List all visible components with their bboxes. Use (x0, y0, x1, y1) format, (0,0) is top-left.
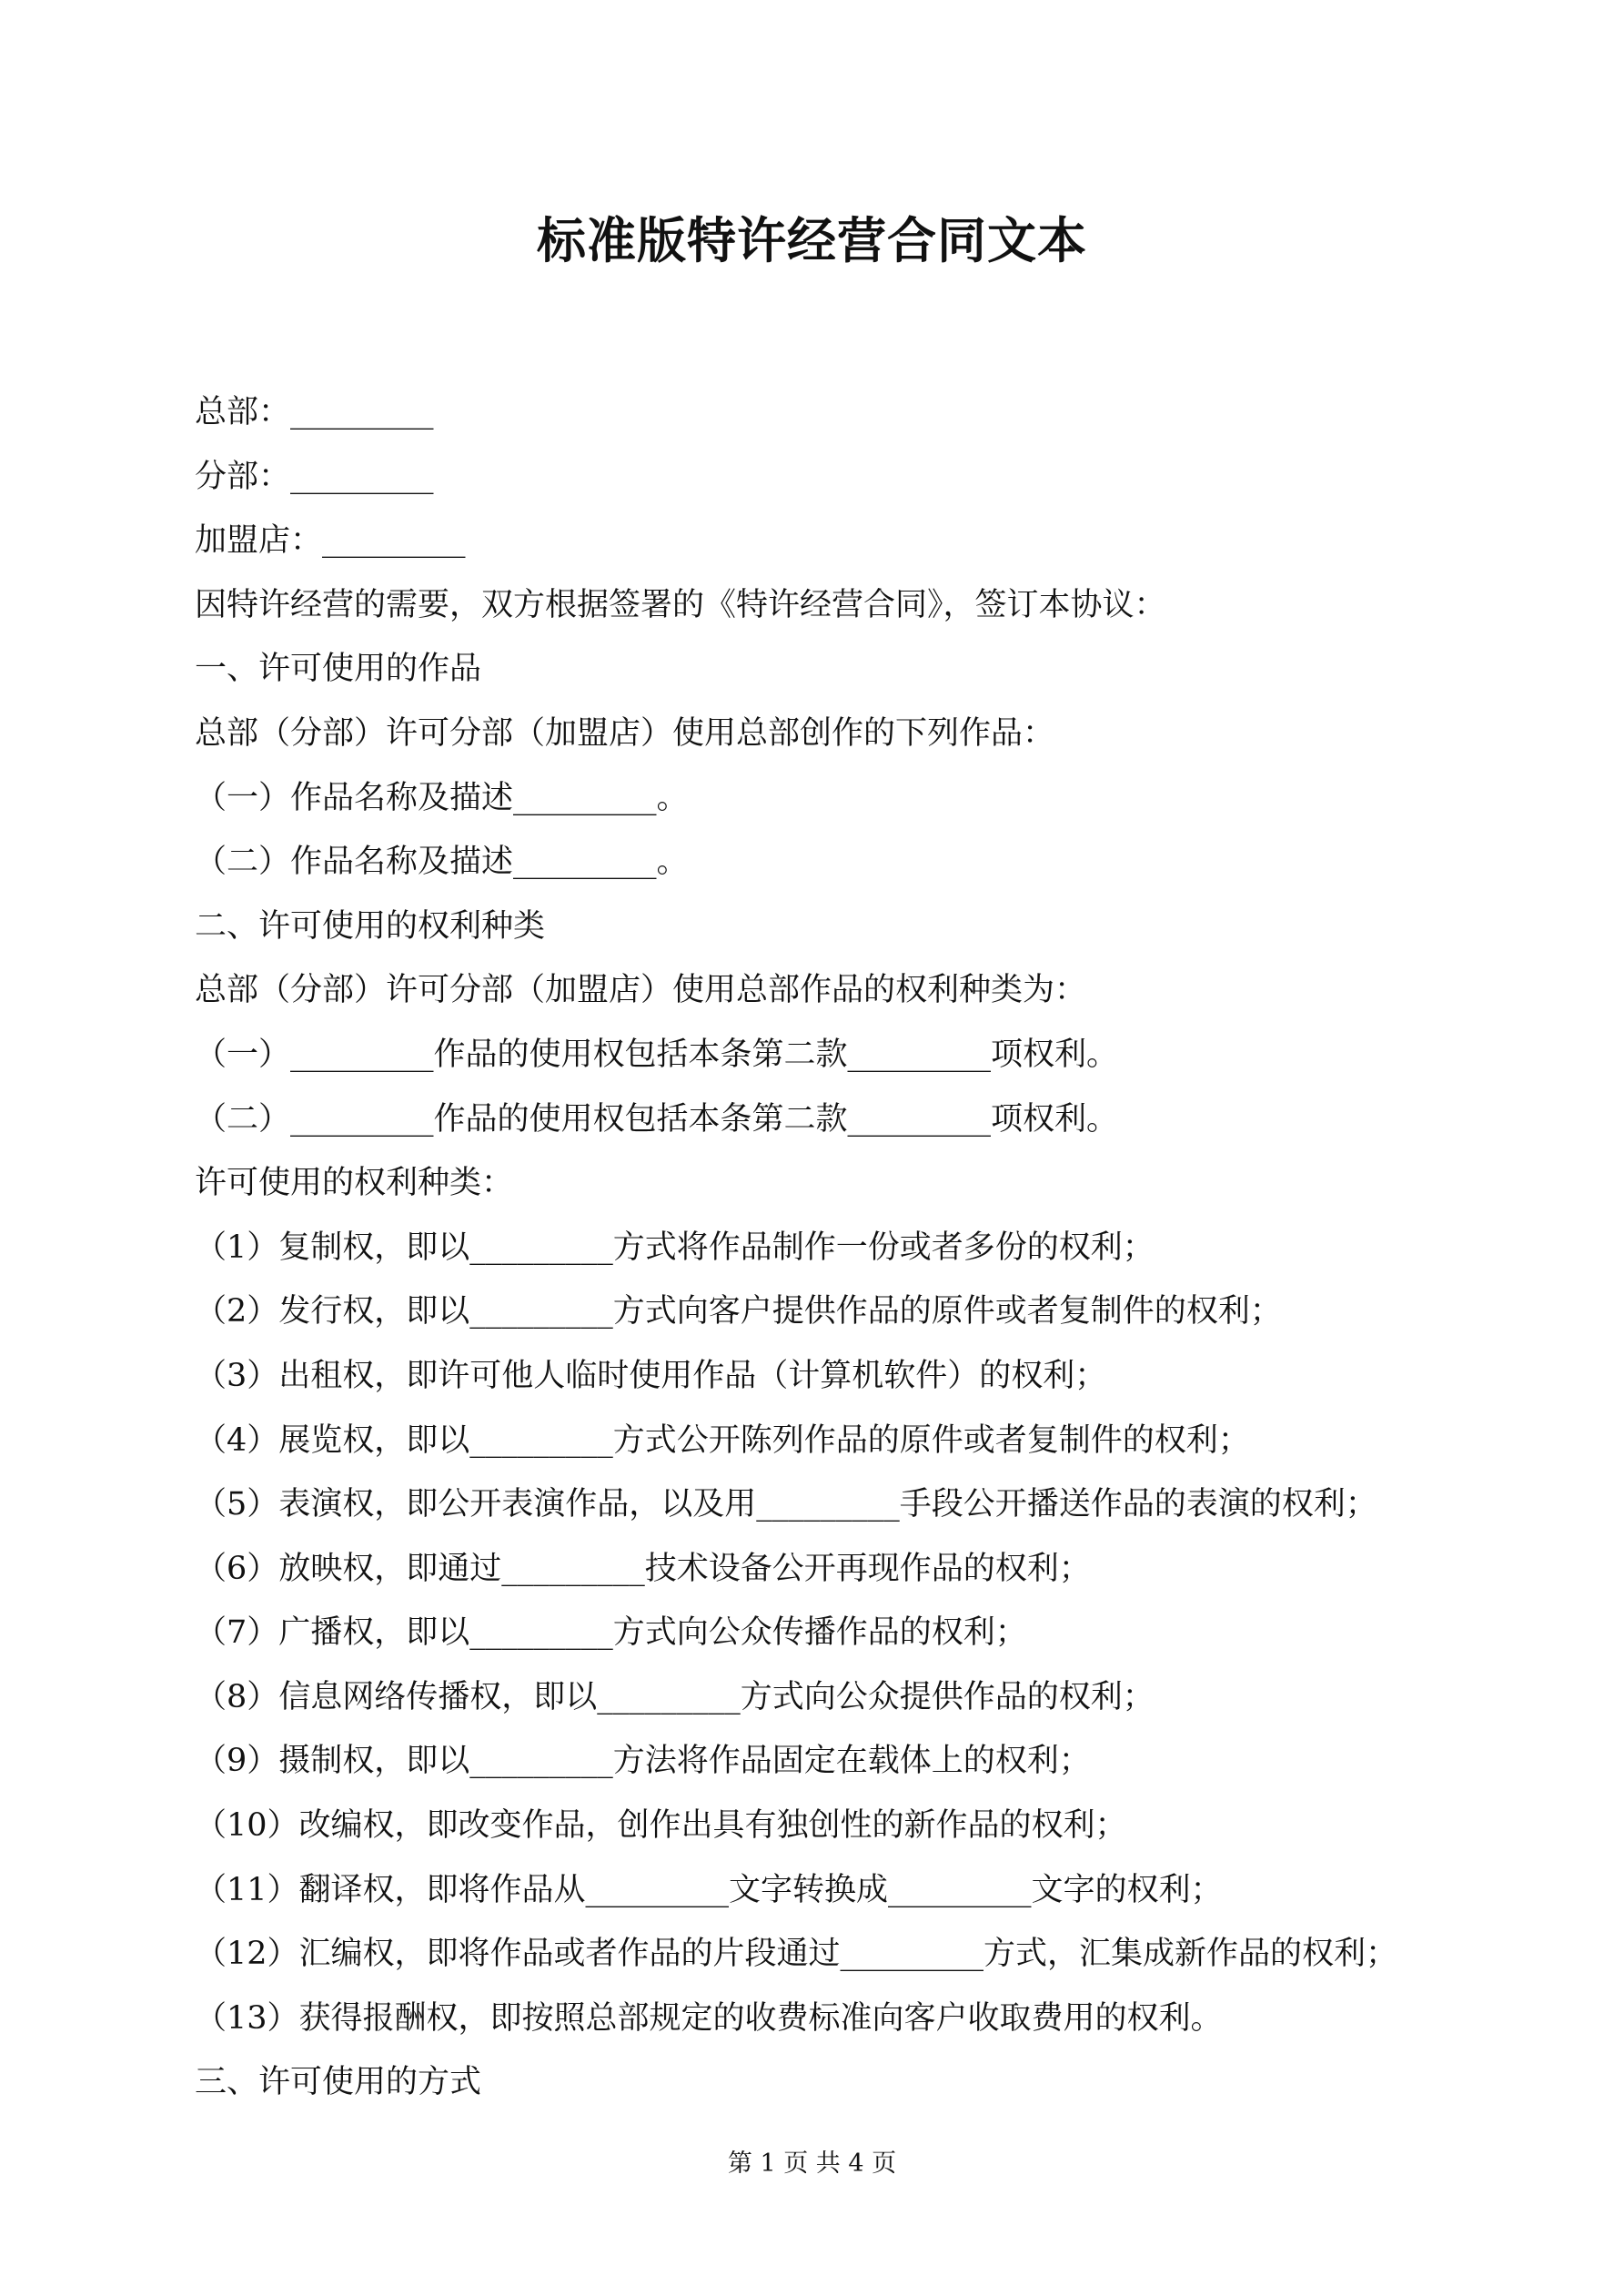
list-item: （13）获得报酬权，即按照总部规定的收费标准向客户收取费用的权利。 (195, 1999, 1223, 2037)
document-body (195, 380, 1505, 2115)
list-item: （2）发行权，即以_________方式向客户提供作品的原件或者复制件的权利； (195, 1293, 1282, 1330)
list-item: （9）摄制权，即以_________方法将作品固定在载体上的权利； (195, 1743, 1091, 1780)
list-item: （6）放映权，即通过_________技术设备公开再现作品的权利； (195, 1550, 1091, 1587)
section-heading: 二、许可使用的权利种类 (195, 907, 546, 945)
list-item: （5）表演权，即公开表演作品，以及用_________手段公开播送作品的表演的权利； (195, 1486, 1377, 1523)
text-line: （二）作品名称及描述_________。 (195, 844, 689, 881)
text-line: 总部（分部）许可分部（加盟店）使用总部作品的权利种类为： (195, 972, 1087, 1009)
document-title: 标准版特许经营合同文本 (537, 211, 1087, 269)
text-line: 许可使用的权利种类： (195, 1165, 514, 1202)
page-number: 第 1 页 共 4 页 (727, 2149, 897, 2178)
text-line: （二）_________作品的使用权包括本条第二款_________项权利。 (195, 1100, 1119, 1138)
section-heading: 三、许可使用的方式 (195, 2064, 482, 2101)
list-item: （1）复制权，即以_________方式将作品制作一份或者多份的权利； (195, 1229, 1155, 1266)
text-line: 总部（分部）许可分部（加盟店）使用总部创作的下列作品： (195, 714, 1055, 752)
section-heading: 一、许可使用的作品 (195, 651, 482, 688)
list-item: （7）广播权，即以_________方式向公众传播作品的权利； (195, 1614, 1027, 1652)
list-item: （12）汇编权，即将作品或者作品的片段通过_________方式，汇集成新作品的权利； (195, 1936, 1398, 1973)
list-item: （10）改编权，即改变作品，创作出具有独创性的新作品的权利； (195, 1807, 1127, 1845)
text-line: 分部：_________ (195, 458, 434, 495)
text-line: 总部：_________ (195, 394, 434, 430)
text-line: （一）作品名称及描述_________。 (195, 779, 689, 816)
list-item: （3）出租权，即许可他人临时使用作品（计算机软件）的权利； (195, 1357, 1107, 1394)
text-line: 因特许经营的需要，双方根据签署的《特许经营合同》，签订本协议： (195, 586, 1166, 623)
list-item: （11）翻译权，即将作品从_________文字转换成_________文字的权利； (195, 1871, 1223, 1908)
list-item: （4）展览权，即以_________方式公开陈列作品的原件或者复制件的权利； (195, 1421, 1250, 1459)
text-line: （一）_________作品的使用权包括本条第二款_________项权利。 (195, 1036, 1119, 1073)
list-item: （8）信息网络传播权，即以_________方式向公众提供作品的权利； (195, 1678, 1155, 1715)
text-line: 加盟店：_________ (195, 522, 466, 560)
